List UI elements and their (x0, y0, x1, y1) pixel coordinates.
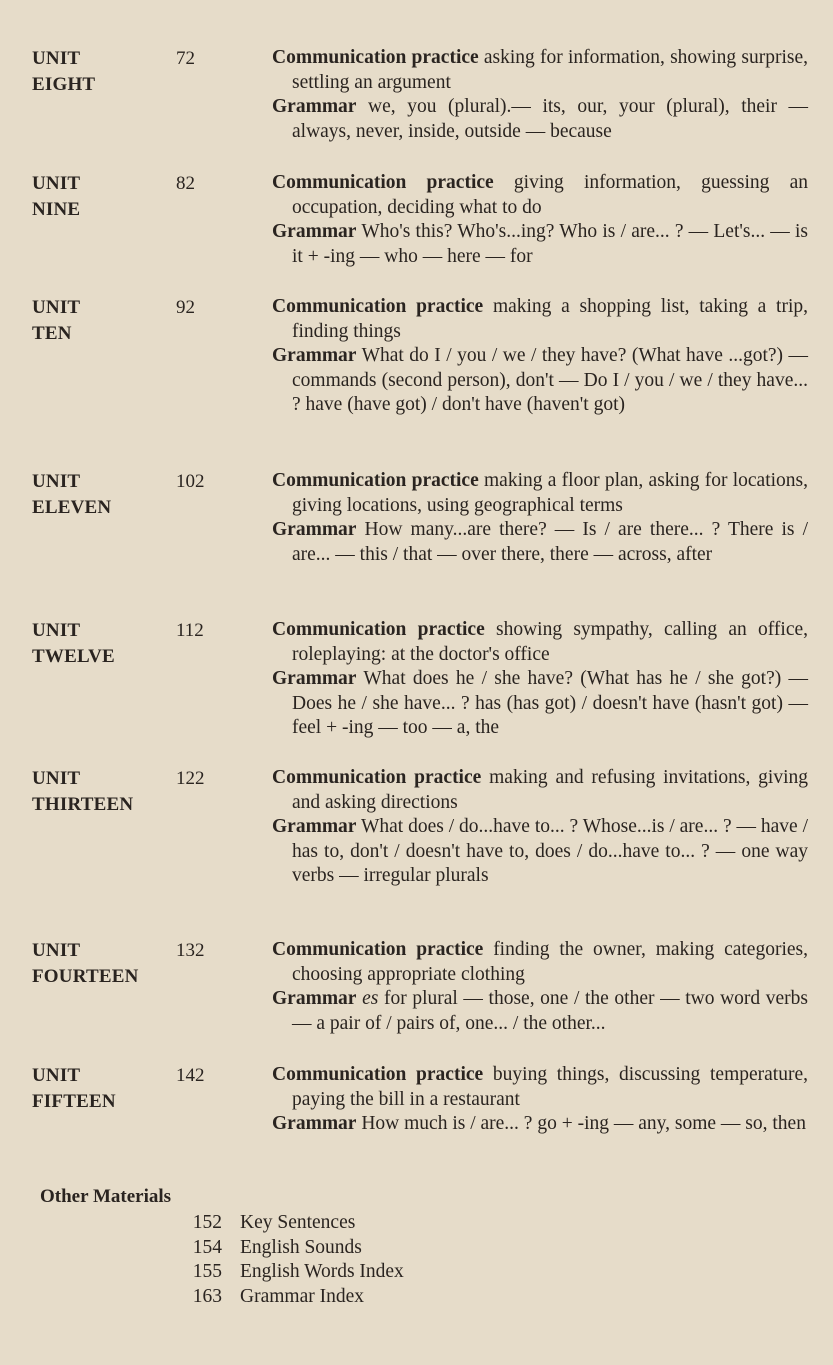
item-label: English Sounds (240, 1236, 362, 1258)
unit-description (272, 46, 808, 144)
item-page-number: 154 (192, 1236, 222, 1258)
unit-page-number: 122 (176, 768, 205, 789)
unit-page-number: 102 (176, 471, 205, 492)
communication-practice: Communication practice making a floor plan, asking for locations, giving locations, using geographical terms (272, 470, 808, 516)
unit-description (272, 938, 808, 1036)
grammar: Grammar What does / do...have to... ? Whose...is / are... ? — have / has to, don't / doesn't have to, does / do...have to... ? — one way verbs — irregular plurals (272, 816, 808, 886)
communication-practice: Communication practice making and refusing invitations, giving and asking directions (272, 767, 809, 813)
unit-label: UNIT TEN (32, 297, 81, 344)
unit-description (272, 1063, 808, 1137)
unit-description (272, 171, 808, 269)
communication-practice: Communication practice buying things, discussing temperature, paying the bill in a restaurant (272, 1064, 809, 1110)
list-item (186, 1260, 404, 1285)
unit-description (272, 469, 808, 567)
unit-page-number: 82 (176, 173, 195, 194)
grammar: Grammar es for plural — those, one / the other — two word verbs — a pair of / pairs of, one... / the other... (272, 988, 809, 1034)
grammar: Grammar How many...are there? — Is / are there... ? There is / are... — this / that — over there, there — across, after (272, 519, 808, 565)
unit-page-number: 132 (176, 940, 205, 961)
communication-practice: Communication practice finding the owner, making categories, choosing appropriate clothing (272, 939, 808, 985)
unit-label: UNIT EIGHT (32, 48, 96, 95)
item-page-number: 155 (192, 1261, 222, 1282)
unit-label: UNIT TWELVE (32, 620, 115, 667)
grammar: Grammar What does he / she have? (What has he / she got?) — Does he / she have... ? has (has got) / doesn't have (hasn't got) — feel + -ing — too — a, the (272, 668, 808, 738)
unit-description (272, 766, 808, 889)
other-materials-list (186, 1211, 404, 1309)
unit-label: UNIT FOURTEEN (32, 940, 139, 987)
unit-label: UNIT ELEVEN (32, 471, 112, 518)
unit-page-number: 92 (176, 297, 195, 318)
unit-label: UNIT THIRTEEN (32, 768, 134, 815)
communication-practice: Communication practice asking for information, showing surprise, settling an argument (272, 47, 809, 93)
communication-practice: Communication practice giving information, guessing an occupation, deciding what to do (272, 172, 808, 218)
grammar: Grammar Who's this? Who's...ing? Who is / are... ? — Let's... — is it + -ing — who — here — for (272, 221, 809, 267)
communication-practice: Communication practice showing sympathy, calling an office, roleplaying: at the doctor's office (272, 619, 809, 665)
other-materials-heading: Other Materials (40, 1186, 172, 1207)
grammar: Grammar we, you (plural).— its, our, your (plural), their — always, never, inside, outside — because (272, 96, 809, 142)
item-label: English Words Index (240, 1261, 404, 1282)
unit-label: UNIT FIFTEEN (32, 1065, 116, 1112)
unit-label: UNIT NINE (32, 173, 81, 220)
unit-page-number: 72 (176, 48, 195, 69)
item-page-number: 152 (192, 1212, 222, 1233)
unit-description (272, 618, 808, 741)
communication-practice: Communication practice making a shopping list, taking a trip, finding things (272, 296, 809, 342)
grammar: Grammar What do I / you / we / they have? (What have ...got?) — commands (second person), don't — Do I / you / we / they have... ? have (have got) / don't have (haven't got) (272, 345, 808, 415)
list-item (186, 1285, 404, 1310)
grammar: Grammar How much is / are... ? go + -ing — any, some — so, then (272, 1113, 806, 1134)
unit-description (272, 295, 808, 418)
item-page-number: 163 (192, 1285, 222, 1307)
unit-page-number: 112 (176, 620, 204, 641)
list-item (186, 1236, 404, 1261)
list-item (186, 1211, 404, 1236)
unit-page-number: 142 (176, 1065, 205, 1086)
item-label: Key Sentences (240, 1212, 356, 1233)
item-label: Grammar Index (240, 1285, 364, 1307)
